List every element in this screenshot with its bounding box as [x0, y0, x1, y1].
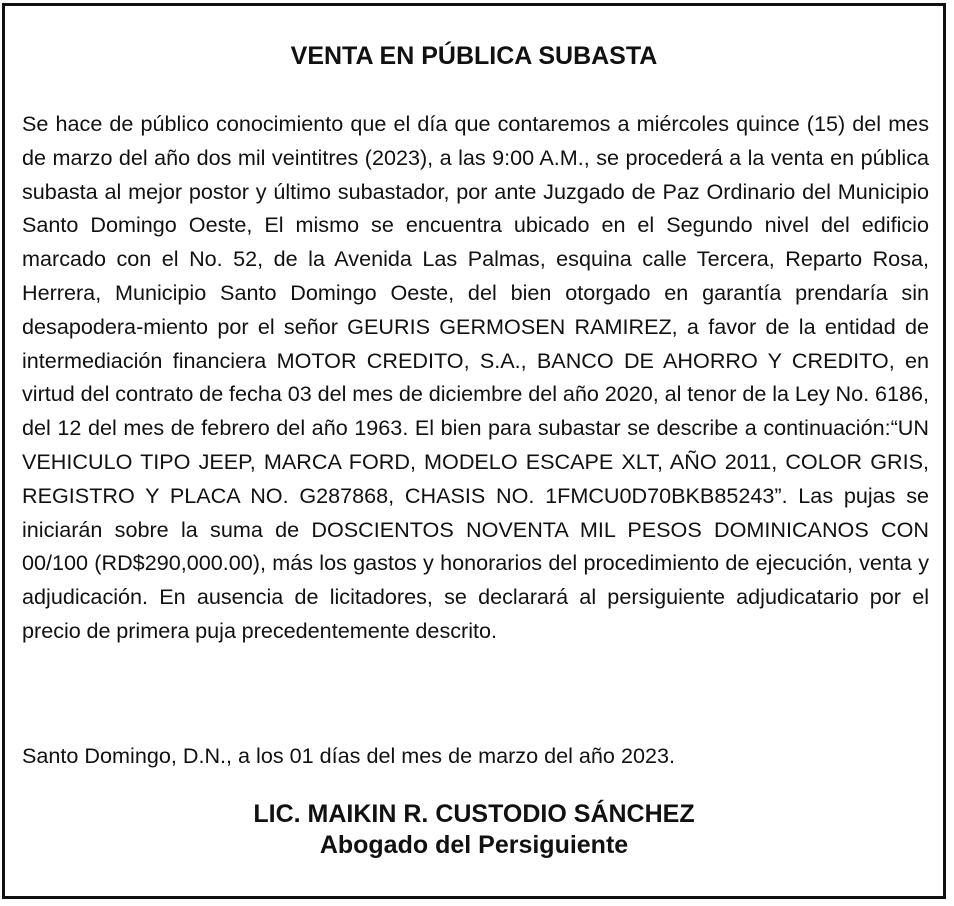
- legal-notice: [2, 3, 946, 899]
- notice-date-line: Santo Domingo, D.N., a los 01 días del mes de marzo del año 2023.: [22, 743, 675, 768]
- signature-role: Abogado del Persiguiente: [319, 831, 629, 859]
- notice-title: VENTA EN PÚBLICA SUBASTA: [290, 42, 658, 70]
- signature-block: [5, 799, 943, 861]
- notice-body: Se hace de público conocimiento que el día que contaremos a miércoles quince (15) del mes de marzo del año dos mil veintitres (2023), a las 9:00 A.M., se procederá a la venta en pública subasta al mejor postor y último subastador, por ante Juzgado de Paz Ordinario del Municipio Santo Domingo Oeste, El mismo se encuentra ubicado en el Segundo nivel del edificio marcado con el No. 52, de la Avenida Las Palmas, esquina calle Tercera, Reparto Rosa, Herrera, Municipio Santo Domingo Oeste, del bien otorgado en garantía prendaría sin desapodera-miento por el señor GEURIS GERMOSEN RAMIREZ, a favor de la entidad de intermediación financiera MOTOR CREDITO, S.A., BANCO DE AHORRO Y CREDITO, en virtud del contrato de fecha 03 del mes de diciembre del año 2020, al tenor de la Ley No. 6186, del 12 del mes de febrero del año 1963. El bien para subastar se describe a continuación:“UN VEHICULO TIPO JEEP, MARCA FORD, MODELO ESCAPE XLT, AÑO 2011, COLOR GRIS, REGISTRO Y PLACA NO. G287868, CHASIS NO. 1FMCU0D70BKB85243”. Las pujas se iniciarán sobre la suma de DOSCIENTOS NOVENTA MIL PESOS DOMINICANOS CON 00/100 (RD$290,000.00), más los gastos y honorarios del procedimiento de ejecución, venta y adjudicación. En ausencia de licitadores, se declarará al persiguiente adjudicatario por el precio de primera puja precedentemente descrito.: [22, 111, 929, 643]
- signature-name: LIC. MAIKIN R. CUSTODIO SÁNCHEZ: [253, 800, 695, 828]
